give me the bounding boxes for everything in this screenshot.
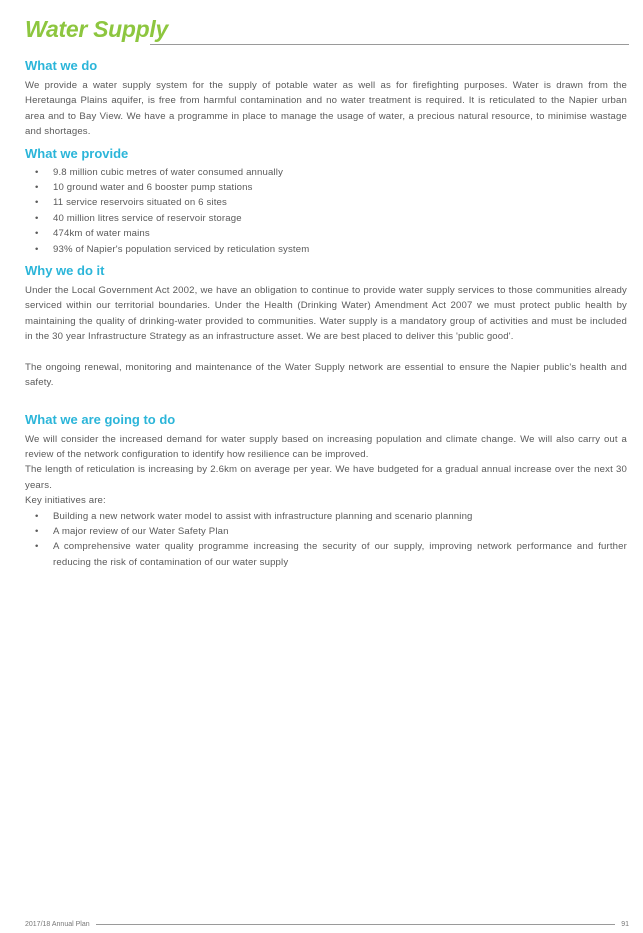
list-item: • Building a new network water model to assist with infrastructure planning and scenario planning <box>43 509 627 524</box>
list-item: • A comprehensive water quality programme increasing the security of our supply, improving network performance and further reducing the risk of contamination of our water supply <box>43 539 627 570</box>
content <box>25 54 627 570</box>
list-item: • 9.8 million cubic metres of water consumed annually <box>43 165 627 180</box>
list-item: • 474km of water mains <box>43 226 627 241</box>
list-item: • 40 million litres service of reservoir storage <box>43 211 627 226</box>
list-item: • 11 service reservoirs situated on 6 sites <box>43 195 627 210</box>
going-body-1: We will consider the increased demand for water supply based on increasing population and climate change. We will also carry out a review of the network configuration to identify how resilience can be improved. <box>25 433 627 460</box>
footer-doc-title: 2017/18 Annual Plan <box>25 920 90 928</box>
initiatives-list <box>25 509 627 571</box>
title-rule <box>150 44 629 45</box>
list-item: • 93% of Napier's population serviced by reticulation system <box>43 242 627 257</box>
list-item: • 10 ground water and 6 booster pump stations <box>43 180 627 195</box>
key-initiatives-label: Key initiatives are: <box>25 495 106 507</box>
list-item: • A major review of our Water Safety Plan <box>43 524 627 539</box>
heading-what-we-provide: What we provide <box>25 145 129 161</box>
footer-rule <box>96 924 616 925</box>
going-body-2: The length of reticulation is increasing by 2.6km on average per year. We have budgeted for a gradual annual increase over the next 30 years. <box>25 464 627 491</box>
why-body-2: The ongoing renewal, monitoring and maintenance of the Water Supply network are essential to ensure the Napier public's health and safety. <box>25 361 627 389</box>
page-number: 91 <box>621 920 629 928</box>
page-footer <box>25 918 629 930</box>
why-body-1: Under the Local Government Act 2002, we have an obligation to continue to provide water supply services to those communities already serviced within our territorial boundaries. Under the Health (Drinking Water) Amendment Act 2007 we must protect public health by maintaining the quality of drinking-water provided to communities. Water supply is a mandatory group of activities and must be included in the 30 year Infrastructure Strategy as an infrastructure asset. We are best placed to deliver this 'public good'. <box>25 285 627 343</box>
what-we-do-body: We provide a water supply system for the supply of potable water as well as for firefighting purposes. Water is drawn from the Heretaunga Plains aquifer, is free from harmful contamination and no water treatment is required. It is reticulated to the Napier urban area and to Bay View. We have a programme in place to manage the usage of water, a precious natural resource, to minimise wastage and shortages. <box>25 80 627 138</box>
heading-going-to-do: What we are going to do <box>25 411 176 427</box>
heading-what-we-do: What we do <box>25 58 98 73</box>
provide-list <box>25 165 627 257</box>
page-title: Water Supply <box>25 16 168 42</box>
heading-why-we-do-it: Why we do it <box>25 263 105 279</box>
